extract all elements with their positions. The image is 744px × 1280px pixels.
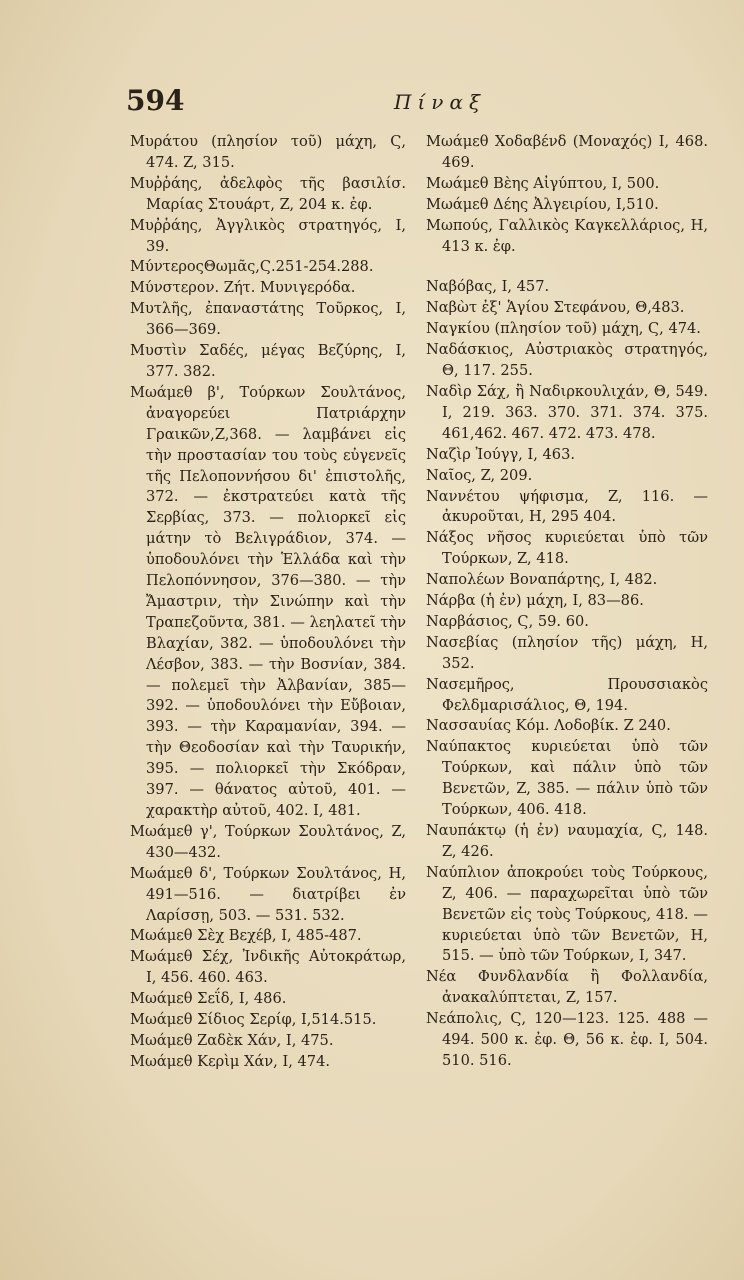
index-entry: Μωάμεθ γ', Τούρκων Σουλτάνος, Z, 430—432. [130,822,406,861]
index-entry: Μωάμεθ Σὲχ Βεχέβ, I, 485-487. [130,927,362,945]
left-column [130,132,406,1073]
index-entry: Νασσαυίας Κόμ. Λοδοβίκ. Z 240. [426,717,671,735]
index-entry: Μωάμεθ Δέης Ἀλγειρίου, I,510. [426,195,659,213]
index-entry: Νάξος νῆσος κυριεύεται ὑπὸ τῶν Τούρκων, Z, 418. [426,529,708,568]
index-entry: Μωάμεθ Σίδιος Σερίφ, I,514.515. [130,1011,377,1029]
index-entry: Νέα Φυνδλανδία ἢ Φολλανδία, ἀνακαλύπτεται, Z, 157. [426,968,708,1007]
index-entry: Μωάμεθ Χοδαβένδ (Μοναχός) I, 468. 469. [426,133,708,171]
page-header [126,84,706,120]
index-entry: Μυράτου (πλησίον τοῦ) μάχη, Ϛ, 474. Z, 315. [130,133,406,171]
index-entry: Μωάμεθ Κερὶμ Χάν, I, 474. [130,1052,330,1070]
section-gap [426,257,708,277]
index-entry: Ναζὶρ Ἰούγγ, I, 463. [426,445,575,463]
index-entry: Ναπολέων Βοναπάρτης, I, 482. [426,571,658,589]
index-entry: Μυῤῥάης, Ἀγγλικὸς στρατηγός, I, 39. [130,216,406,255]
index-entry: Μωπούς, Γαλλικὸς Καγκελλάριος, H, 413 κ. ἐφ. [426,216,708,255]
index-entry: Ναδὶρ Σάχ, ἢ Ναδιρκουλιχάν, Θ, 549. I, 219. 363. 370. 371. 374. 375. 461,462. 467. 472. 473. 478. [426,382,708,442]
index-entry: Μυτλῆς, ἐπαναστάτης Τοῦρκος, I, 366—369. [130,300,406,339]
index-entry: Ναγκίου (πλησίον τοῦ) μάχη, Ϛ, 474. [426,320,701,338]
page-number: 594 [126,84,185,117]
index-entry: Μωάμεθ Ζαδὲκ Χάν, I, 475. [130,1031,334,1049]
index-entry: Μωάμεθ Σέχ, Ἰνδικῆς Αὐτοκράτωρ, I, 456. 460. 463. [130,948,406,987]
index-entry: Ναῖος, Z, 209. [426,466,533,484]
index-entry: Ναύπακτος κυριεύεται ὑπὸ τῶν Τούρκων, καὶ πάλιν ὑπὸ τῶν Βενετῶν, Z, 385. — πάλιν ὑπὸ τῶν Τούρκων, 406. 418. [426,738,708,819]
index-entry: Νεάπολις, Ϛ, 120—123. 125. 488 —494. 500 κ. ἐφ. Θ, 56 κ. ἐφ. I, 504. 510. 516. [426,1010,708,1069]
index-entry: Ναύπλιον ἀποκρούει τοὺς Τούρκους, Z, 406. — παραχωρεῖται ὑπὸ τῶν Βενετῶν εἰς τοὺς Τούρκους, 418. — κυριεύεται ὑπὸ τῶν Βενετῶν, H, 515. — ὑπὸ τῶν Τούρκων, I, 347. [426,863,708,965]
index-entry: Ναβόβας, I, 457. [426,278,550,296]
index-entry: ΜύντεροςΘωμᾶς,Ϛ.251-254.288. [130,258,374,276]
index-entry: Ναννέτου ψήφισμα, Z, 116. — ἀκυροῦται, H, 295 404. [426,487,708,526]
right-column [426,132,708,1072]
index-entry: Μύνστερον. Ζήτ. Μυνιγερόδα. [130,279,356,297]
index-entry: Νασεβίας (πλησίον τῆς) μάχη, H, 352. [426,633,708,672]
index-entry: Νάρβα (ἡ ἐν) μάχη, I, 83—86. [426,592,644,610]
index-entry: Ναυπάκτῳ (ἡ ἐν) ναυμαχία, Ϛ, 148. Z, 426. [426,822,708,860]
index-entry: Μωάμεθ Βὲης Αἰγύπτου, I, 500. [426,174,660,192]
index-entry: Μωάμεθ β', Τούρκων Σουλτάνος, ἀναγορεύει Πατριάρχην Γραικῶν,Z,368. — λαμβάνει εἰς τὴν προστασίαν του τοὺς εὐγενεῖς τῆς Πελοποννήσου δι' ἐπιστολῆς, 372. — ἐκστρατεύει κατὰ τῆς Σερβίας, 373. — πολιορκεῖ εἰς μάτην τὸ Βελιγράδιον, 374. — ὑποδουλόνει τὴν Ἑλλάδα καὶ τὴν Πελοπόννησον, 376—380. — τὴν Ἄμαστριν, τὴν Σινώπην καὶ τὴν Τραπεζοῦντα, 381. — λεηλατεῖ τὴν Βλαχίαν, 382. — ὑποδουλόνει τὴν Λέσβον, 383. — τὴν Βοσνίαν, 384. — πολεμεῖ τὴν Ἀλβανίαν, 385—392. — ὑποδουλόνει τὴν Εὔβοιαν, 393. — τὴν Καραμανίαν, 394. — τὴν Θεοδοσίαν καὶ τὴν Ταυρικήν, 395. — πολιορκεῖ τὴν Σκόδραν, 397. — θάνατος αὐτοῦ, 401. — χαρακτὴρ αὐτοῦ, 402. I, 481. [130,383,406,819]
index-entry: Νασεμῆρος, Προυσσιακὸς Φελδμαρισάλιος, Θ, 194. [426,675,708,714]
index-entry: Μυστὶν Σαδές, μέγας Βεζύρης, I, 377. 382. [130,342,406,380]
index-entry: Μωάμεθ Σεΐδ, I, 486. [130,990,287,1008]
running-title: Πίναξ [394,90,486,114]
index-entry: Μωάμεθ δ', Τούρκων Σουλτάνος, H, 491—516. — διατρίβει ἐν Λαρίσσῃ, 503. — 531. 532. [130,864,406,924]
index-entry: Ναδάσκιος, Αὐστριακὸς στρατηγός, Θ, 117. 255. [426,341,708,380]
index-entry: Ναβὼτ ἐξ' Ἁγίου Στεφάνου, Θ,483. [426,299,685,317]
index-entry: Ναρβάσιος, Ϛ, 59. 60. [426,612,589,630]
index-entry: Μυῤῥάης, ἀδελφὸς τῆς βασιλίσ. Μαρίας Στουάρτ, Z, 204 κ. ἐφ. [130,174,406,213]
